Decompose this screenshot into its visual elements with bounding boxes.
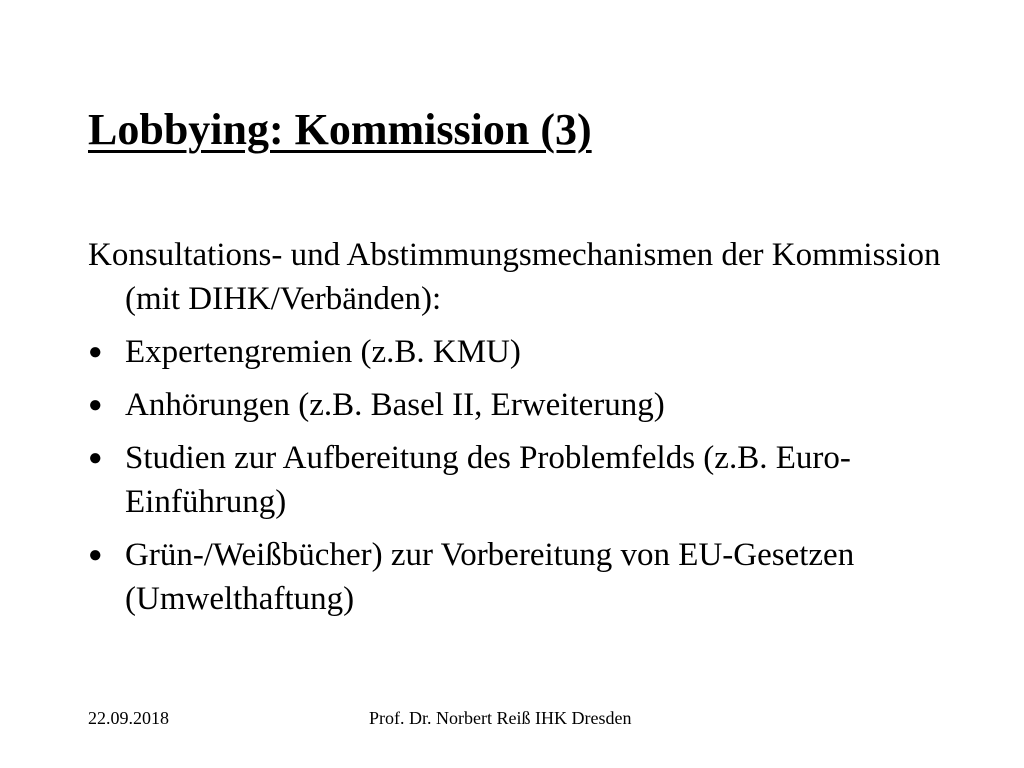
footer-date: 22.09.2018: [88, 708, 169, 728]
bullet-text: Studien zur Aufbereitung des Problemfelds (z.B. Euro-Einführung): [125, 440, 851, 520]
bullet-text: Anhörungen (z.B. Basel II, Erweiterung): [125, 387, 665, 423]
bullet-item-gruenbuecher: [88, 533, 948, 621]
bullet-item-anhoerungen: [88, 383, 948, 427]
bullet-dot-icon: ●: [88, 339, 103, 365]
bullet-list: [88, 330, 948, 621]
intro-text: Konsultations- und Abstimmungsmechanismen der Kommission (mit DIHK/Verbänden):: [88, 237, 941, 317]
slide-title: Lobbying: Kommission (3): [88, 105, 592, 154]
bullet-dot-icon: ●: [88, 392, 103, 418]
bullet-text: Expertengremien (z.B. KMU): [125, 334, 521, 370]
bullet-dot-icon: ●: [88, 445, 103, 471]
footer-author: Prof. Dr. Norbert Reiß IHK Dresden: [369, 708, 632, 728]
bullet-dot-icon: ●: [88, 542, 103, 568]
slide-content: [88, 233, 948, 630]
bullet-item-expertengremien: [88, 330, 948, 374]
bullet-item-studien: [88, 436, 948, 524]
bullet-text: Grün-/Weißbücher) zur Vorbereitung von EU-Gesetzen (Umwelthaftung): [125, 537, 855, 617]
